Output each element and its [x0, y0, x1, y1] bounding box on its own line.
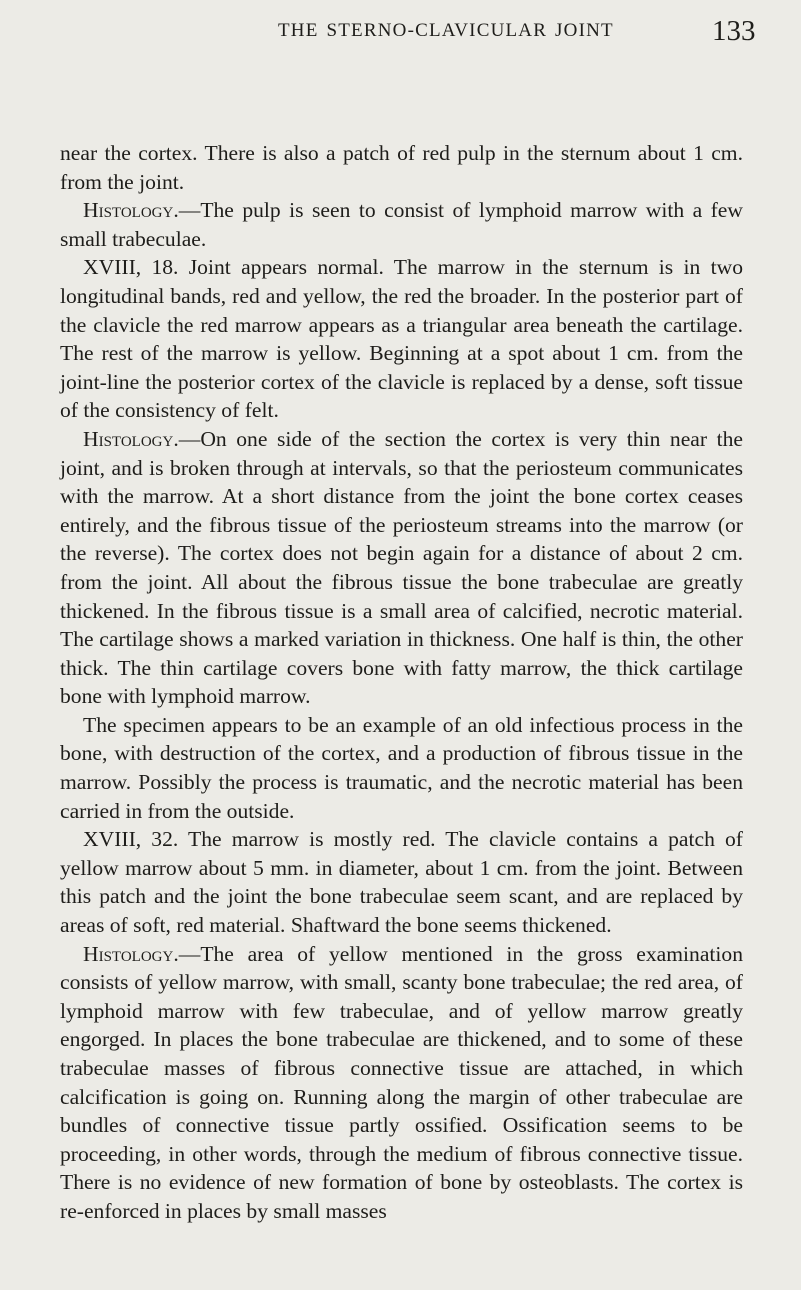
section-lead: Histology. [83, 198, 179, 223]
paragraph [60, 425, 743, 711]
paragraph [60, 196, 743, 253]
body-text [60, 139, 743, 1226]
page-number: 133 [712, 15, 756, 47]
paragraph-text: XVIII, 32. The marrow is mostly red. The clavicle contains a patch of yellow marrow about 5 mm. in diameter, about 1 cm. from the joint. Between this patch and the joint the bone trabeculae seem scant, and are replaced by areas of soft, red material. Shaftward the bone seems thickened. [60, 827, 743, 938]
paragraph [60, 825, 743, 939]
paragraph-text: The specimen appears to be an example of an old infectious process in the bone, with destruction of the cortex, and a production of fibrous tissue in the marrow. Possibly the process is traumatic, and the necrotic material has been carried in from the outside. [60, 712, 743, 823]
paragraph [60, 940, 743, 1226]
section-lead: Histology. [83, 941, 179, 966]
section-lead: Histology. [83, 426, 179, 451]
paragraph [60, 711, 743, 825]
paragraph-text: near the cortex. There is also a patch of red pulp in the sternum about 1 cm. from the joint. [60, 141, 743, 194]
paragraph-text: —The area of yellow mentioned in the gross examination consists of yellow marrow, with small, scanty bone trabeculae; the red area, of lymphoid marrow with few trabeculae, and of yellow marrow greatly engorged. In places the bone trabeculae are thickened, and to some of these trabeculae masses of fibrous connective tissue are attached, in which calcification is going on. Running along the margin of other trabeculae are bundles of connective tissue partly ossified. Ossification seems to be proceeding, in other words, through the medium of fibrous connective tissue. There is no evidence of new formation of bone by osteoblasts. The cortex is re-enforced in places by small masses [60, 941, 743, 1223]
running-header [0, 15, 801, 49]
paragraph [60, 139, 743, 196]
paragraph-text: —The pulp is seen to consist of lymphoid marrow with a few small trabeculae. [60, 198, 743, 251]
running-title: THE STERNO-CLAVICULAR JOINT [278, 20, 614, 41]
paragraph [60, 253, 743, 425]
paragraph-text: —On one side of the section the cortex is very thin near the joint, and is broken through at intervals, so that the periosteum communicates with the marrow. At a short distance from the joint the bone cortex ceases entirely, and the fibrous tissue of the periosteum streams into the marrow (or the reverse). The cortex does not begin again for a distance of about 2 cm. from the joint. All about the fibrous tissue the bone trabeculae are greatly thickened. In the fibrous tissue is a small area of calcified, necrotic material. The cartilage shows a marked variation in thickness. One half is thin, the other thick. The thin cartilage covers bone with fatty marrow, the thick cartilage bone with lymphoid marrow. [60, 426, 743, 709]
paragraph-text: XVIII, 18. Joint appears normal. The marrow in the sternum is in two longitudinal bands, red and yellow, the red the broader. In the posterior part of the clavicle the red marrow appears as a triangular area beneath the cartilage. The rest of the marrow is yellow. Beginning at a spot about 1 cm. from the joint-line the posterior cortex of the clavicle is replaced by a dense, soft tissue of the consistency of felt. [60, 255, 743, 423]
